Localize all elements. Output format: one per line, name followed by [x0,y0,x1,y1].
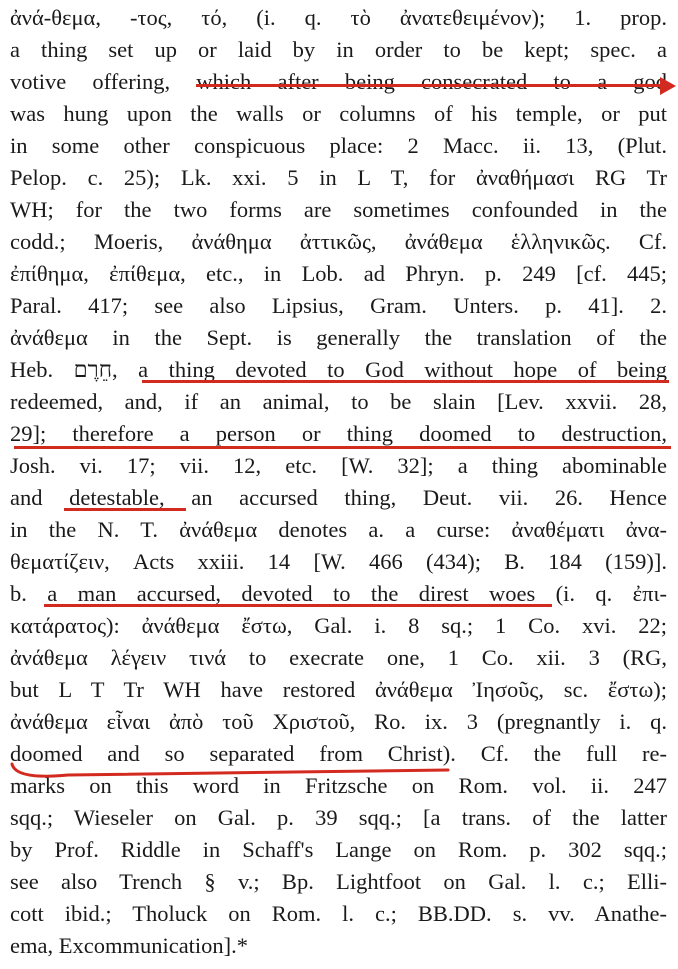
text-line: ἀνάθεμα in the Sept. is generally the translation of the [10,325,667,350]
text-line: a thing set up or laid by in order to be kept; spec. a [10,37,667,62]
text-line: Josh. vi. 17; vii. 12, etc. [W. 32]; a thing abominable [10,453,667,478]
text-line: by Prof. Riddle in Schaff's Lange on Rom. p. 302 sqq.; [10,837,667,862]
text-line: codd.; Moeris, ἀνάθημα ἀττικῶς, ἀνάθεμα ἑλληνικῶς. Cf. [10,229,667,254]
text-line: cott ibid.; Tholuck on Rom. l. c.; BB.DD. s. vv. Anathe- [10,901,667,926]
red-curved-underline [8,758,458,784]
text-line: WH; for the two forms are sometimes confounded in the [10,197,667,222]
text-line: ema, Excommunication].* [10,933,249,958]
text-line: but L T Tr WH have restored ἀνάθεμα Ἰησοῦς, sc. ἔστω); [10,677,667,702]
red-underline [64,508,186,511]
text-line: b. a man accursed, devoted to the direst woes (i. q. ἐπι- [10,581,667,606]
arrow-head-icon [660,77,676,95]
text-line: doomed and so separated from Christ). Cf. the full re- [10,741,667,766]
text-line: ἀνάθεμα λέγειν τινά to execrate one, 1 Co. xii. 3 (RG, [10,645,667,670]
text-line: Heb. חֵרֶם, a thing devoted to God without hope of being [10,357,667,382]
text-line: votive offering, which after being consecrated to a god [10,69,667,94]
text-line: was hung upon the walls or columns of his temple, or put [10,101,667,126]
text-line: Paral. 417; see also Lipsius, Gram. Unters. p. 41]. 2. [10,293,667,318]
text-line: see also Trench § v.; Bp. Lightfoot on Gal. l. c.; Elli- [10,869,667,894]
text-line: ἐπίθημα, ἐπίθεμα, etc., in Lob. ad Phryn. p. 249 [cf. 445; [10,261,667,286]
text-line: θεματίζειν, Acts xxiii. 14 [W. 466 (434); B. 184 (159)]. [10,549,667,574]
text-line: ἀνάθεμα εἶναι ἀπὸ τοῦ Χριστοῦ, Ro. ix. 3 (pregnantly i. q. [10,709,667,734]
text-line: 29]; therefore a person or thing doomed to destruction, [10,421,667,446]
text-line: sqq.; Wieseler on Gal. p. 39 sqq.; [a trans. of the latter [10,805,667,830]
red-underline [44,604,552,607]
text-line: marks on this word in Fritzsche on Rom. vol. ii. 247 [10,773,667,798]
red-arrow-underline [196,84,666,87]
text-line: κατάρατος): ἀνάθεμα ἔστω, Gal. i. 8 sq.; 1 Co. xvi. 22; [10,613,667,638]
text-line: Pelop. c. 25); Lk. xxi. 5 in L T, for ἀναθήμασι RG Tr [10,165,667,190]
red-underline [14,446,671,449]
text-line: ἀνά-θεμα, -τος, τό, (i. q. τὸ ἀνατεθειμένον); 1. prop. [10,5,667,30]
text-line: in the N. T. ἀνάθεμα denotes a. a curse: ἀναθέματι ἀνα- [10,517,667,542]
text-line: redeemed, and, if an animal, to be slain [Lev. xxvii. 28, [10,389,667,414]
text-line: in some other conspicuous place: 2 Macc. ii. 13, (Plut. [10,133,667,158]
red-underline [142,380,669,383]
text-line: and detestable, an accursed thing, Deut. vii. 26. Hence [10,485,667,510]
